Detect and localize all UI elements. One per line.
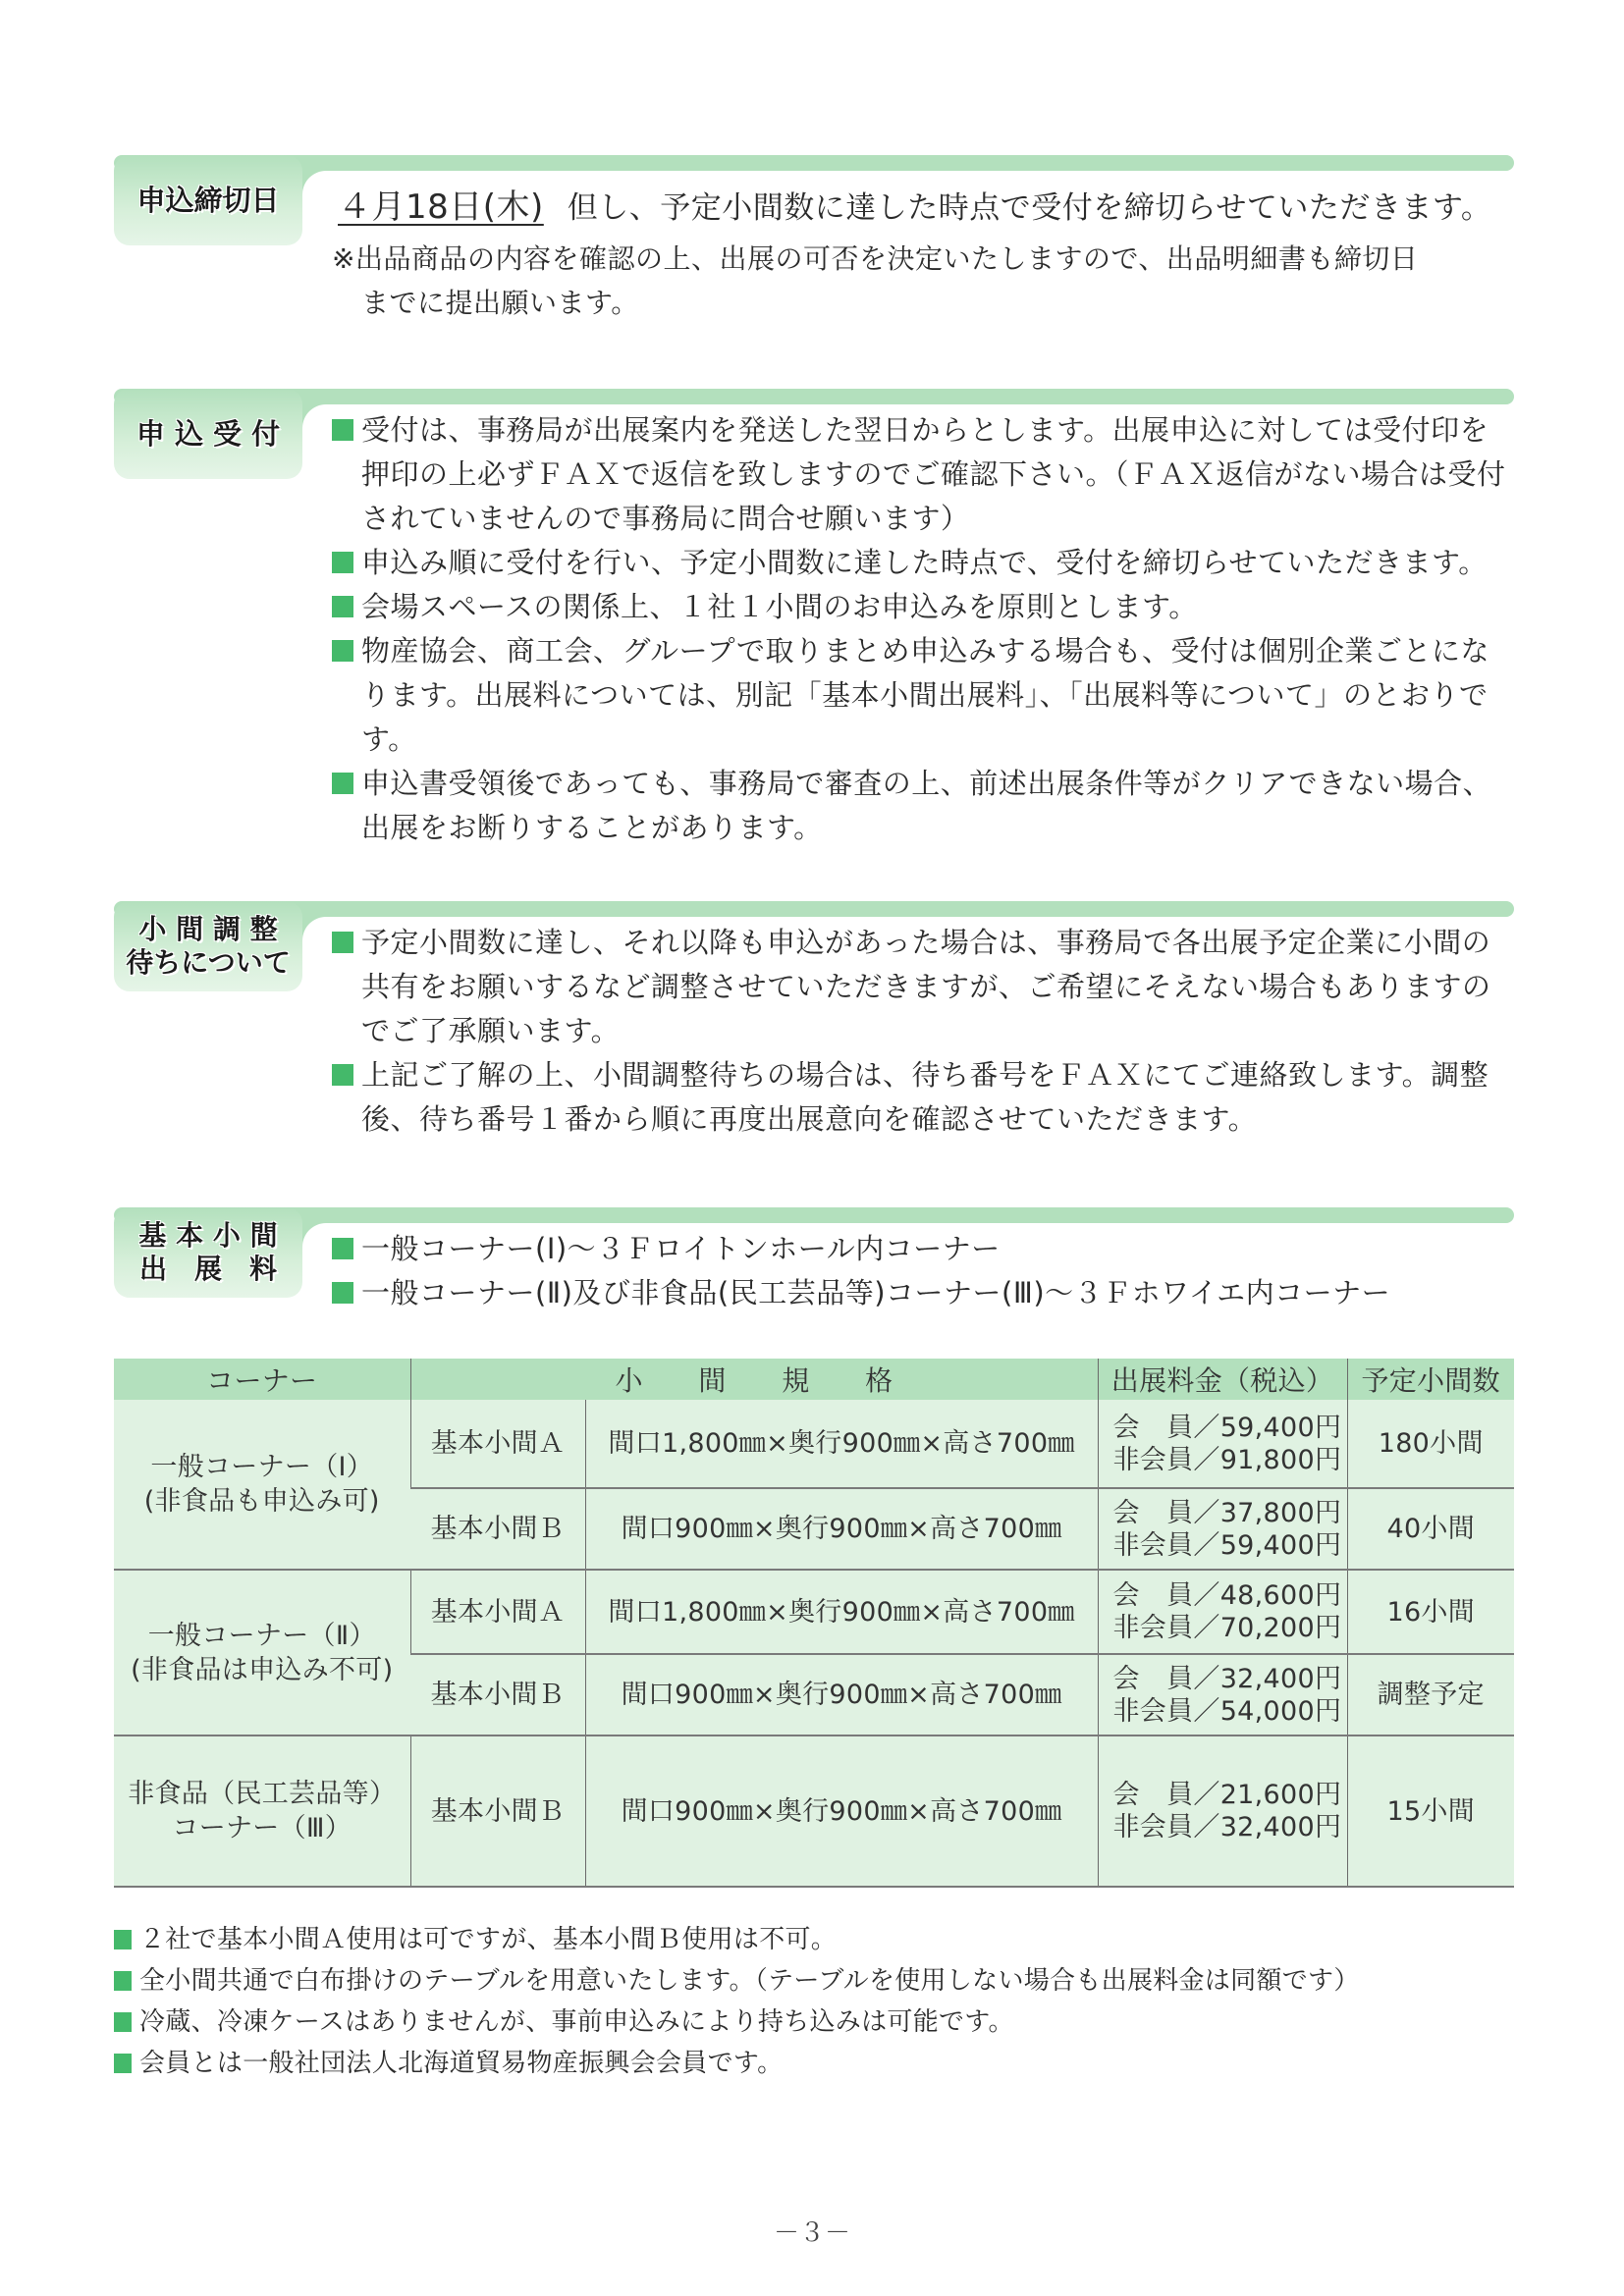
bullet-square-icon	[114, 1930, 132, 1949]
section-fees	[114, 1207, 1514, 1315]
header-count: 予定小間数	[1347, 1359, 1514, 1400]
label-line-2: 待ちについて	[126, 946, 291, 979]
section-bar	[114, 1207, 1514, 1223]
footnote-item: 冷蔵、冷凍ケースはありませんが、事前申込みにより持ち込みは可能です。	[114, 2002, 1360, 2043]
list-item: 一般コーナー(Ⅱ)及び非食品(民工芸品等)コーナー(Ⅲ)～３Ｆホワイエ内コーナー	[332, 1271, 1514, 1315]
booth-size: 間口900㎜×奥行900㎜×高さ700㎜	[585, 1735, 1098, 1887]
list-item: 一般コーナー(Ⅰ)～３Ｆロイトンホール内コーナー	[332, 1227, 1514, 1271]
label-line-1: 小 間 調 整	[138, 913, 278, 946]
page-number: －３－	[773, 2218, 850, 2248]
booth-price: 会 員／37,800円 非会員／59,400円	[1098, 1488, 1347, 1570]
section-label-reception	[114, 389, 302, 479]
bullet-square-icon	[114, 2054, 132, 2073]
booth-type: 基本小間Ｂ	[410, 1488, 585, 1570]
deadline-date: ４月18日(木)	[338, 187, 544, 227]
booth-count: 180小間	[1347, 1400, 1514, 1488]
header-corner: コーナー	[114, 1359, 410, 1400]
booth-count: 15小間	[1347, 1735, 1514, 1887]
reception-body	[332, 408, 1514, 850]
deadline-note	[332, 237, 1514, 325]
label-line-1: 基 本 小 間	[138, 1219, 278, 1253]
label-text: 申込締切日	[136, 183, 280, 217]
bullet-square-icon	[332, 1282, 353, 1304]
bullet-square-icon	[332, 1238, 353, 1259]
section-bar	[114, 389, 1514, 404]
footnote-item: 会員とは一般社団法人北海道貿易物産振興会会員です。	[114, 2043, 1360, 2084]
booth-price: 会 員／59,400円 非会員／91,800円	[1098, 1400, 1347, 1488]
footnotes	[114, 1919, 1360, 2084]
section-label-waitlist	[114, 901, 302, 991]
booth-type: 基本小間Ａ	[410, 1570, 585, 1654]
bullet-square-icon	[332, 552, 353, 573]
table-row	[114, 1570, 1514, 1654]
label-text: 申 込 受 付	[135, 416, 281, 451]
footnote-item: ２社で基本小間Ａ使用は可ですが、基本小間Ｂ使用は不可。	[114, 1919, 1360, 1960]
bullet-square-icon	[332, 932, 353, 953]
deadline-line	[332, 183, 1514, 233]
corner-cell: 一般コーナー（Ⅰ） (非食品も申込み可)	[114, 1400, 410, 1570]
label-line-2: 出 展 料	[138, 1253, 277, 1285]
table-header-row	[114, 1359, 1514, 1400]
section-bar	[114, 155, 1514, 171]
booth-type: 基本小間Ｂ	[410, 1654, 585, 1735]
bullet-square-icon	[114, 1971, 132, 1991]
booth-price: 会 員／21,600円 非会員／32,400円	[1098, 1735, 1347, 1887]
bullet-square-icon	[332, 419, 353, 441]
note-line-1: ※出品商品の内容を確認の上、出展の可否を決定いたしますので、出品明細書も締切日	[332, 242, 1419, 275]
section-label-fees	[114, 1207, 302, 1298]
booth-size: 間口900㎜×奥行900㎜×高さ700㎜	[585, 1488, 1098, 1570]
deadline-text: 但し、予定小間数に達した時点で受付を締切らせていただきます。	[567, 190, 1492, 226]
booth-count: 40小間	[1347, 1488, 1514, 1570]
list-item: 上記ご了解の上、小間調整待ちの場合は、待ち番号をＦＡＸにてご連絡致します。調整後、待ち番号１番から順に再度出展意向を確認させていただきます。	[332, 1053, 1514, 1142]
footnote-item: 全小間共通で白布掛けのテーブルを用意いたします。（テーブルを使用しない場合も出展料金は同額です）	[114, 1960, 1360, 2002]
booth-type: 基本小間Ｂ	[410, 1735, 585, 1887]
table-row	[114, 1735, 1514, 1887]
bullet-square-icon	[332, 1064, 353, 1086]
list-item: 受付は、事務局が出展案内を発送した翌日からとします。出展申込に対しては受付印を押印の上必ずＦＡＸで返信を致しますのでご確認下さい。（ＦＡＸ返信がない場合は受付されていませんので事務局に問合せ願います）	[332, 408, 1514, 541]
list-item: 予定小間数に達し、それ以降も申込があった場合は、事務局で各出展予定企業に小間の共有をお願いするなど調整させていただきますが、ご希望にそえない場合もありますのでご了承願います。	[332, 921, 1514, 1053]
list-item: 会場スペースの関係上、１社１小間のお申込みを原則とします。	[332, 585, 1514, 629]
booth-price: 会 員／48,600円 非会員／70,200円	[1098, 1570, 1347, 1654]
bullet-square-icon	[332, 640, 353, 662]
booth-count: 16小間	[1347, 1570, 1514, 1654]
note-line-2: までに提出願います。	[361, 287, 639, 319]
booth-size: 間口1,800㎜×奥行900㎜×高さ700㎜	[585, 1400, 1098, 1488]
tab-notch	[302, 171, 326, 194]
corner-cell: 非食品（民工芸品等） コーナー（Ⅲ）	[114, 1735, 410, 1887]
booth-count: 調整予定	[1347, 1654, 1514, 1735]
corner-cell: 一般コーナー（Ⅱ） (非食品は申込み不可)	[114, 1570, 410, 1735]
table-row	[114, 1400, 1514, 1488]
booth-price: 会 員／32,400円 非会員／54,000円	[1098, 1654, 1347, 1735]
list-item: 申込み順に受付を行い、予定小間数に達した時点で、受付を締切らせていただきます。	[332, 541, 1514, 585]
bullet-square-icon	[332, 773, 353, 794]
section-bar	[114, 901, 1514, 917]
tab-notch	[302, 917, 326, 940]
booth-size: 間口1,800㎜×奥行900㎜×高さ700㎜	[585, 1570, 1098, 1654]
waitlist-body	[332, 921, 1514, 1142]
fee-table	[114, 1359, 1514, 1888]
fees-body	[332, 1227, 1514, 1315]
section-reception	[114, 389, 1514, 860]
header-price: 出展料金（税込）	[1098, 1359, 1347, 1400]
section-waitlist	[114, 901, 1514, 1156]
bullet-square-icon	[114, 2012, 132, 2032]
list-item: 申込書受領後であっても、事務局で審査の上、前述出展条件等がクリアできない場合、出展をお断りすることがあります。	[332, 762, 1514, 850]
section-deadline	[114, 155, 1514, 342]
tab-notch	[302, 404, 326, 428]
tab-notch	[302, 1223, 326, 1247]
booth-type: 基本小間Ａ	[410, 1400, 585, 1488]
bullet-square-icon	[332, 596, 353, 617]
header-spec: 小 間 規 格	[410, 1359, 1098, 1400]
list-item: 物産協会、商工会、グループで取りまとめ申込みする場合も、受付は個別企業ごとになります。出展料については、別記「基本小間出展料」、「出展料等について」のとおりです。	[332, 629, 1514, 762]
deadline-body	[332, 183, 1514, 325]
booth-size: 間口900㎜×奥行900㎜×高さ700㎜	[585, 1654, 1098, 1735]
section-label-deadline	[114, 155, 302, 245]
